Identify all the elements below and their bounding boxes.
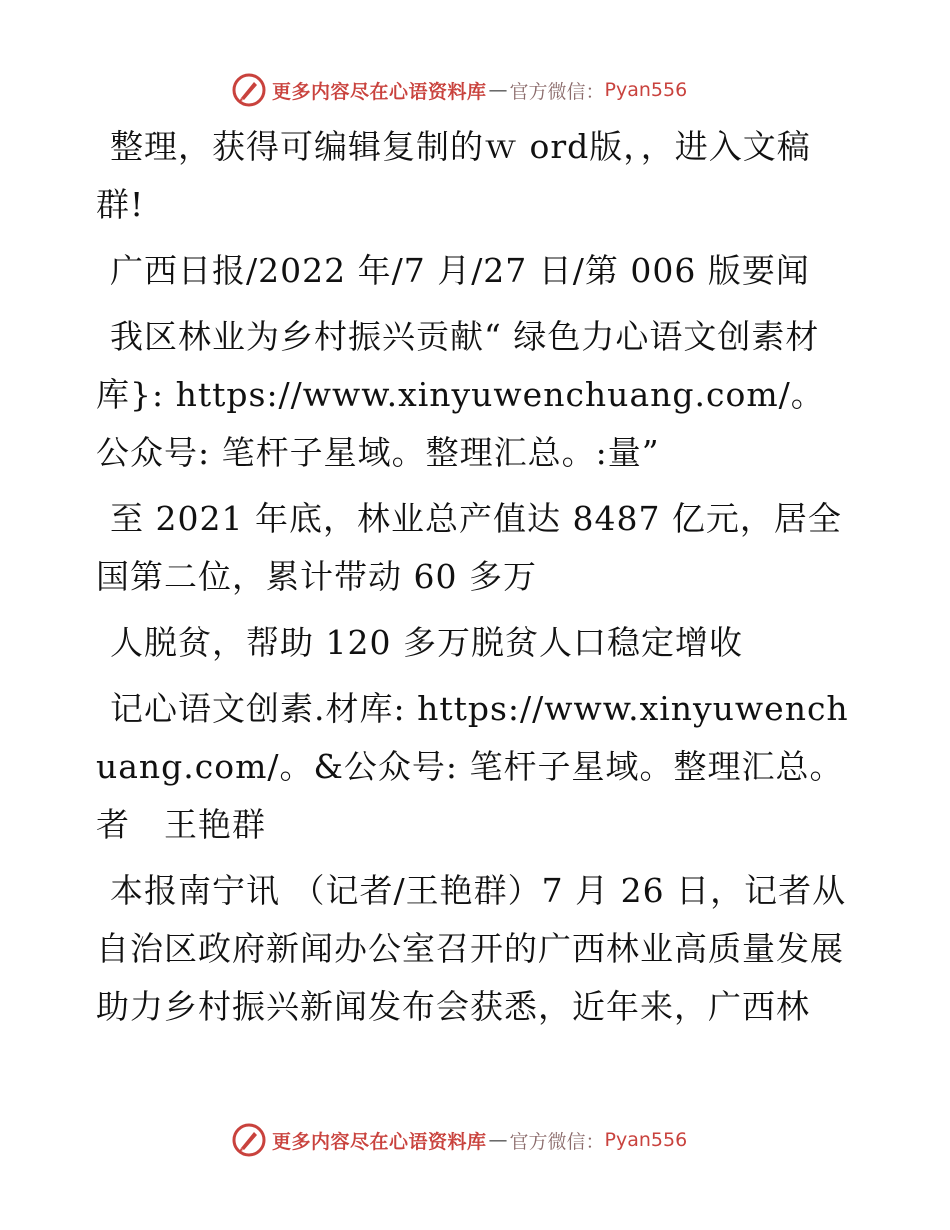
quill-pen-logo-icon bbox=[232, 73, 266, 107]
paragraph-4: 至 2021 年底，林业总产值达 8487 亿元，居全国第二位，累计带动 60 多万 bbox=[96, 499, 842, 596]
paragraph-2: 广西日报/2022 年/7 月/27 日/第 006 版要闻 bbox=[110, 251, 810, 290]
header-dash: — bbox=[488, 79, 508, 101]
footer-wechat-label: 官方微信： bbox=[509, 1130, 605, 1153]
header-brand-text: 更多内容尽在心语资料库 bbox=[272, 80, 487, 103]
header-watermark bbox=[232, 70, 687, 110]
footer-dash: — bbox=[488, 1129, 508, 1151]
paragraph-5: 人脱贫，帮助 120 多万脱贫人口稳定增收 bbox=[110, 623, 743, 662]
paragraph-7: 本报南宁讯 （记者/王艳群）7 月 26 日，记者从自治区政府新闻办公室召开的广西林业高质量发展助力乡村振兴新闻发布会获悉，近年来，广西林 bbox=[96, 871, 847, 1026]
footer-wechat-id: Pyan556 bbox=[604, 1129, 688, 1151]
paragraph-6: 记心语文创素.材库: https://www.xinyuwenchuang.com/。&公众号: 笔杆子星域。整理汇总。者 王艳群 bbox=[96, 689, 849, 844]
paragraph-1: 整理，获得可编辑复制的ｗ ord版，，进入文稿群! bbox=[96, 127, 811, 224]
document-body bbox=[96, 118, 856, 1036]
paragraph-3: 我区林业为乡村振兴贡献“ 绿色力心语文创素材库}: https://www.xinyuwenchuang.com/。公众号: 笔杆子星域。整理汇总。:量” bbox=[96, 317, 825, 472]
header-wechat-label: 官方微信： bbox=[509, 80, 605, 103]
footer-watermark bbox=[232, 1120, 687, 1160]
header-wechat-id: Pyan556 bbox=[604, 79, 688, 101]
quill-pen-logo-icon bbox=[232, 1123, 266, 1157]
footer-brand-text: 更多内容尽在心语资料库 bbox=[272, 1130, 487, 1153]
